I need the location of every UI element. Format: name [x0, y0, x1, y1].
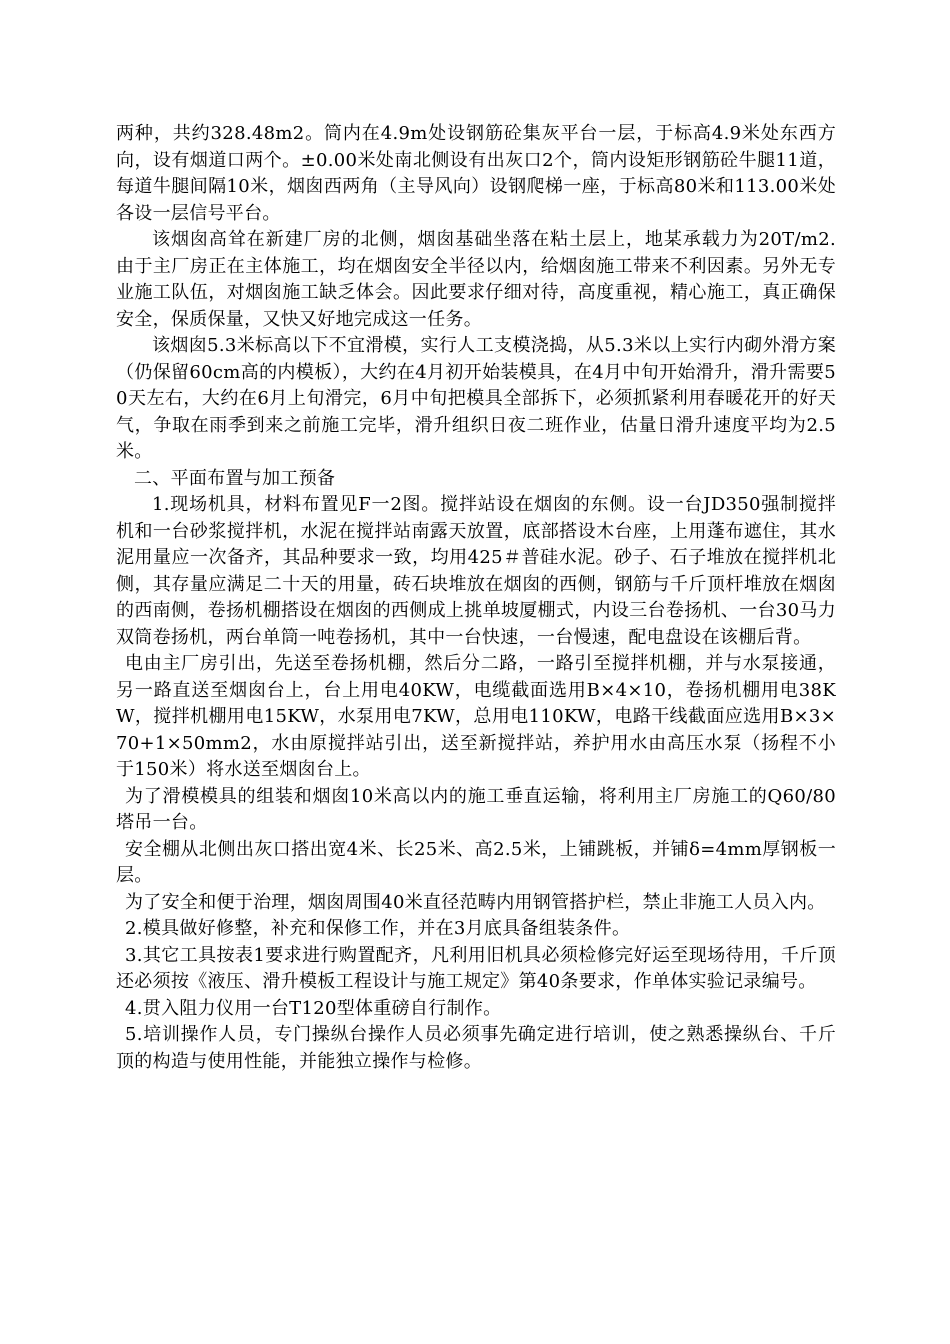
list-item-tools: 3.其它工具按表1要求进行购置配齐，凡利用旧机具必须检修完好运至现场待用，千斤顶还必须按《液压、滑升模板工程设计与施工规定》第40条要求，作单体实验记录编号。 — [116, 944, 836, 992]
paragraph-site-equipment: 1.现场机具，材料布置见F一2图。搅拌站设在烟囱的东侧。设一台JD350强制搅拌机和一台砂浆搅拌机，水泥在搅拌站南露天放置，底部搭设木台座，上用蓬布遮住，其水泥用量应一次备齐，其品种要求一致，均用425＃普硅水泥。砂子、石子堆放在搅拌机北侧，其存量应满足二十天的用量，砖石块堆放在烟囱的西侧，钢筋与千斤顶杆堆放在烟囱的西南侧，卷扬机棚搭设在烟囱的西侧成上挑单坡厦棚式，内设三台卷扬机、一台30马力双筒卷扬机，两台单筒一吨卷扬机，其中一台快速，一台慢速，配电盘设在该棚后背。 — [116, 494, 836, 648]
paragraph-slipform-schedule: 该烟囱5.3米标高以下不宜滑模，实行人工支模浇捣，从5.3米以上实行内砌外滑方案（仍保留60cm高的内模板），大约在4月初开始装模具，在4月中旬开始滑升，滑升需要50天左右，大约在6月上旬滑完，6月中旬把模具全部拆下，必须抓紧利用春暖花开的好天气，争取在雨季到来之前施工完毕，滑升组织日夜二班作业，估量日滑升速度平均为2.5米。 — [116, 335, 836, 462]
paragraph-guardrail: 为了安全和便于治理，烟囱周围40米直径范畴内用钢管搭护栏，禁止非施工人员入内。 — [125, 891, 826, 913]
paragraph-tower-crane: 为了滑模模具的组装和烟囱10米高以内的施工垂直运输，将利用主厂房施工的Q60/80塔吊一台。 — [116, 785, 836, 833]
list-item-training: 5.培训操作人员，专门操纵台操作人员必须事先确定进行培训，使之熟悉操纵台、千斤顶的构造与使用性能，并能独立操作与检修。 — [116, 1024, 836, 1072]
paragraph-site-conditions: 该烟囱高耸在新建厂房的北侧，烟囱基础坐落在粘土层上，地某承载力为20T/m2. 由于主厂房正在主体施工，均在烟囱安全半径以内，给烟囱施工带来不利因素。另外无专业施工队伍，对烟囱施工缺乏体会。因此要求仔细对待，高度重视，精心施工，真正确保安全，保质保量，又快又好地完成这一任务。 — [116, 229, 836, 330]
list-item-formwork: 2.模具做好修整，补充和保修工作，并在3月底具备组装条件。 — [125, 918, 631, 939]
paragraph-chimney-structure: 两种，共约328.48m2。筒内在4.9m处设钢筋砼集灰平台一层，于标高4.9米处东西方向，设有烟道口两个。±0.00米处南北侧设有出灰口2个，筒内设矩形钢筋砼牛腿11道，每道牛腿间隔10米，烟囱西两角（主导风向）设钢爬梯一座，于标高80米和113.00米处各设一层信号平台。 — [116, 123, 836, 224]
list-item-penetrometer: 4.贯入阻力仪用一台T120型体重磅自行制作。 — [125, 997, 502, 1019]
section-heading-layout-preparation: 二、平面布置与加工预备 — [134, 467, 336, 489]
paragraph-power-water: 电由主厂房引出，先送至卷扬机棚，然后分二路，一路引至搅拌机棚，并与水泵接通，另一路直送至烟囱台上，台上用电40KW，电缆截面选用B×4×10，卷扬机棚用电38KW，搅拌机棚用电15KW，水泵用电7KW，总用电110KW，电路干线截面应选用B×3×70+1×50mm2，水由原搅拌站引出，送至新搅拌站，养护用水由高压水泵（扬程不小于150米）将水送至烟囱台上。 — [116, 653, 836, 780]
paragraph-safety-shed: 安全棚从北侧出灰口搭出宽4米、长25米、高2.5米，上铺跳板，并铺δ=4mm厚钢板一层。 — [116, 838, 836, 886]
document-body — [116, 121, 836, 1075]
